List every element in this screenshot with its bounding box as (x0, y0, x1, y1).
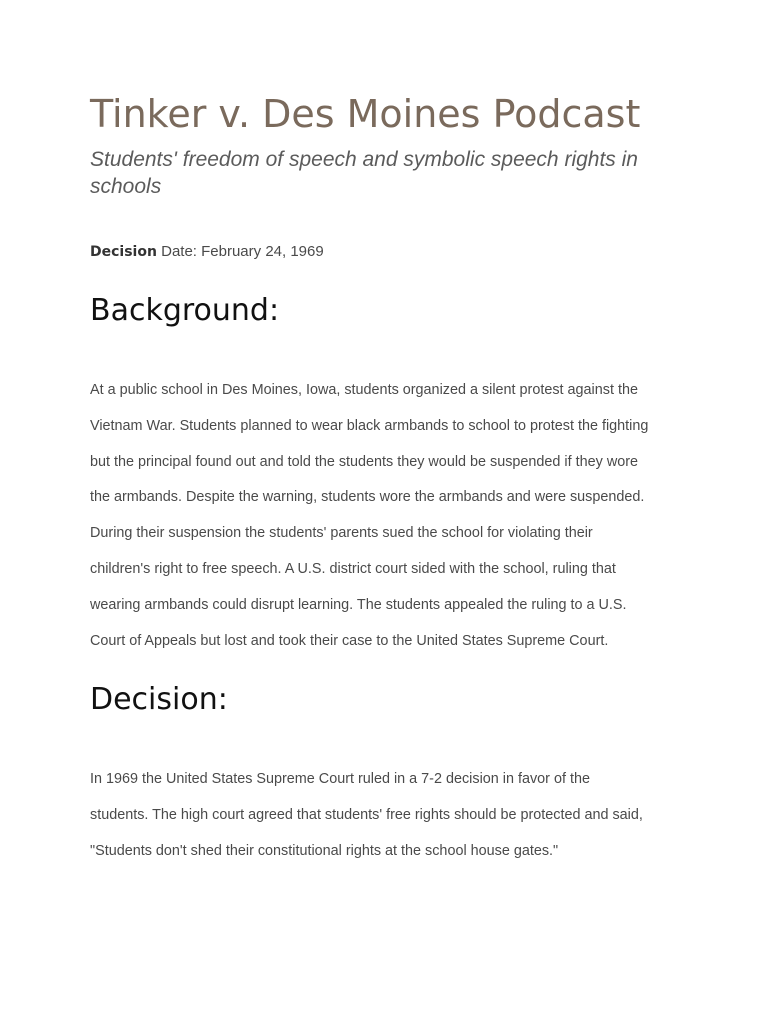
decision-line: students. The high court agreed that students' free rights should be protected and said, (90, 806, 643, 823)
decision-heading: Decision: (90, 682, 228, 717)
decision-date-label: Decision (90, 244, 157, 260)
background-line: the armbands. Despite the warning, students wore the armbands and were suspended. (90, 489, 645, 506)
background-line: but the principal found out and told the students they would be suspended if they wore (90, 453, 639, 470)
page-title: Tinker v. Des Moines Podcast (90, 92, 641, 136)
background-line: At a public school in Des Moines, Iowa, students organized a silent protest against the (90, 382, 638, 398)
background-line: During their suspension the students' parents sued the school for violating their (90, 525, 593, 542)
background-line: wearing armbands could disrupt learning. The students appealed the ruling to a U.S. (90, 596, 627, 613)
background-paragraph (90, 373, 690, 659)
decision-line: "Students don't shed their constitutional rights at the school house gates." (90, 842, 559, 859)
background-line: children's right to free speech. A U.S. district court sided with the school, ruling that (90, 560, 616, 577)
decision-date-value: Date: February 24, 1969 (156, 243, 324, 260)
page-subtitle: Students' freedom of speech and symbolic speech rights in schools (90, 148, 638, 198)
background-heading: Background: (90, 293, 280, 328)
background-line: Vietnam War. Students planned to wear black armbands to school to protest the fighting (90, 417, 649, 434)
background-line: Court of Appeals but lost and took their case to the United States Supreme Court. (90, 632, 609, 649)
decision-date (90, 242, 324, 262)
decision-paragraph (90, 762, 690, 869)
decision-line: In 1969 the United States Supreme Court ruled in a 7-2 decision in favor of the (90, 771, 590, 787)
